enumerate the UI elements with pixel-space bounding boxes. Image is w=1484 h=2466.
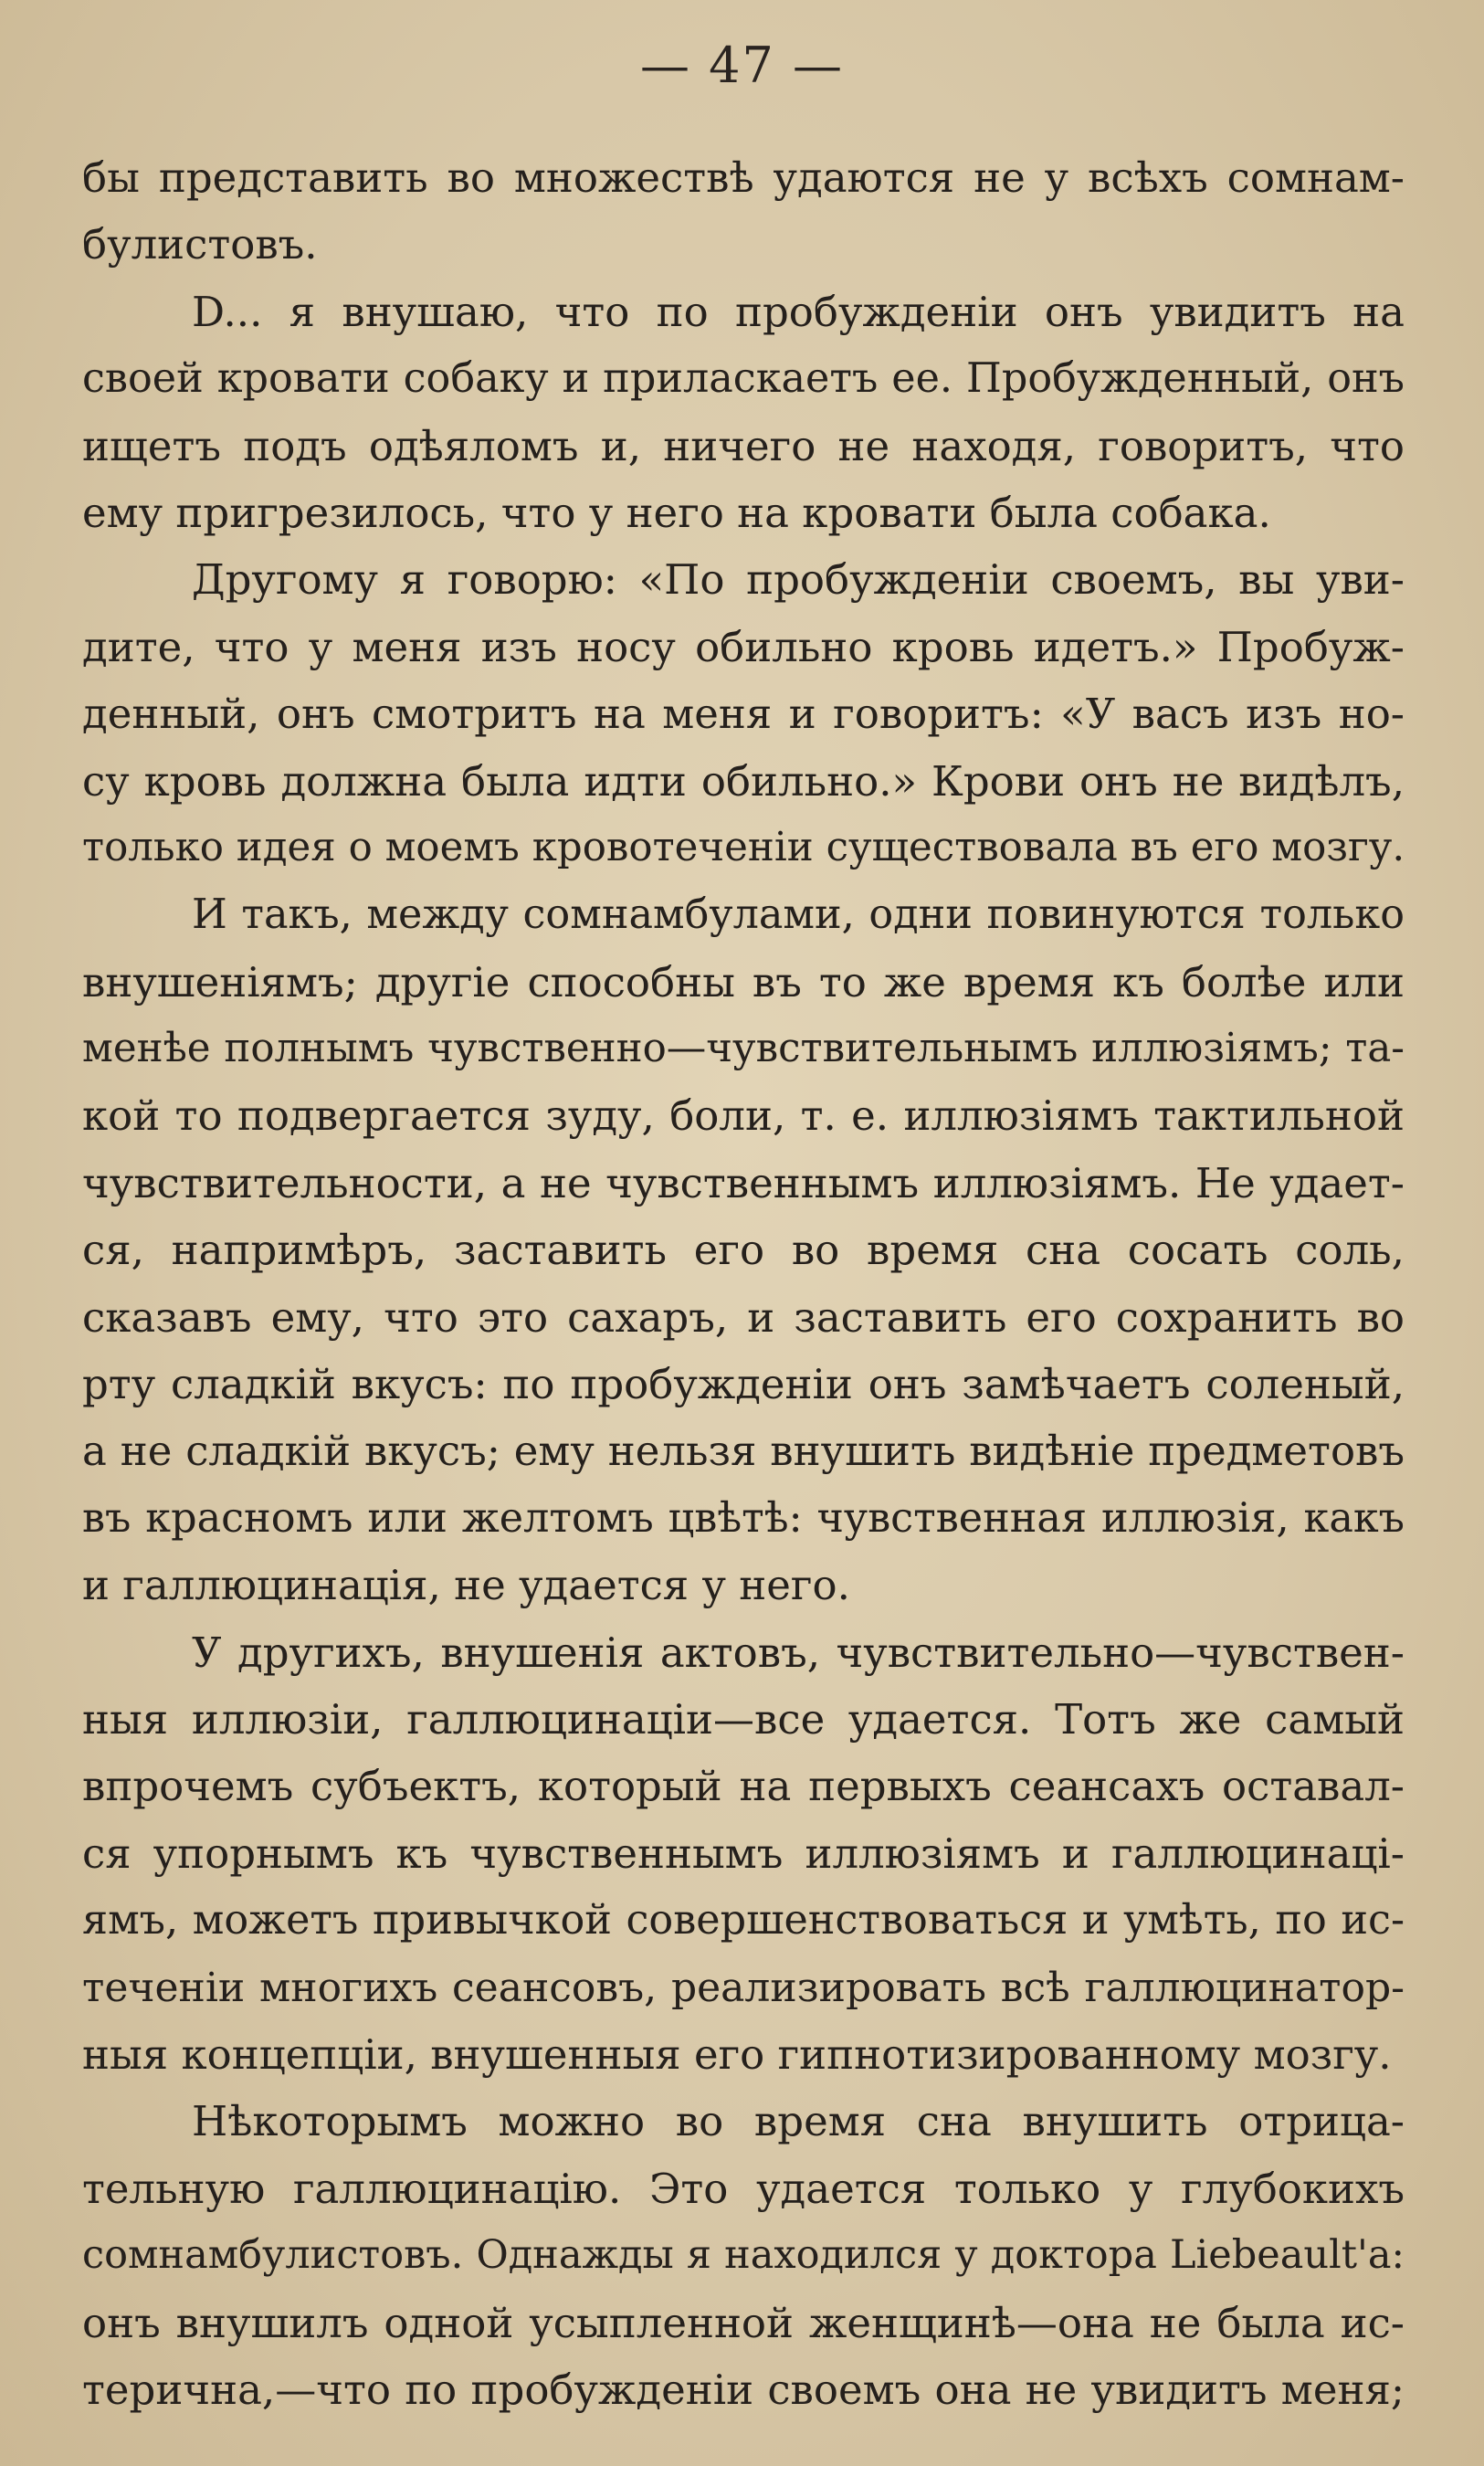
text-line: Другому я говорю: «По пробужденіи своемъ, вы уви- — [192, 555, 1405, 605]
text-line: булистовъ. — [82, 220, 318, 269]
text-line: ныя иллюзіи, галлюцинаціи—все удается. Тотъ же самый — [82, 1694, 1405, 1744]
text-line: только идея о моемъ кровотеченіи существовала въ его мозгу. — [82, 824, 1405, 870]
text-line: и галлюцинація, не удается у него. — [82, 1561, 850, 1610]
text-line: су кровь должна была идти обильно.» Крови онъ не видѣлъ, — [82, 756, 1405, 806]
text-line: Нѣкоторымъ можно во время сна внушить отрица- — [192, 2097, 1405, 2146]
text-line: менѣе полнымъ чувственно—чувствительнымъ иллюзіямъ; та- — [82, 1026, 1405, 1072]
text-line: дите, что у меня изъ носу обильно кровь идетъ.» Пробуж- — [82, 622, 1405, 671]
text-line: терична,—что по пробужденіи своемъ она не увидитъ меня; — [82, 2365, 1405, 2414]
text-line: внушеніямъ; другіе способны въ то же время къ болѣе или — [82, 957, 1405, 1006]
text-line: впрочемъ субъектъ, который на первыхъ сеансахъ оставал- — [82, 1762, 1405, 1811]
text-line: У другихъ, внушенія актовъ, чувствительно—чувствен- — [192, 1628, 1405, 1677]
text-line: D... я внушаю, что по пробужденіи онъ увидитъ на — [192, 287, 1405, 336]
text-line: рту сладкій вкусъ: по пробужденіи онъ замѣчаетъ соленый, — [82, 1360, 1405, 1409]
text-line: теченіи многихъ сеансовъ, реализировать всѣ галлюцинатор- — [82, 1964, 1405, 2011]
text-line: въ красномъ или желтомъ цвѣтѣ: чувственная иллюзія, какъ — [82, 1494, 1405, 1542]
text-line: кой то подвергается зуду, боли, т. е. иллюзіямъ тактильной — [82, 1091, 1405, 1141]
text-line: ся, напримѣръ, заставить его во время сна сосать соль, — [82, 1226, 1405, 1275]
body-text — [82, 144, 1405, 2423]
text-line: сказавъ ему, что это сахаръ, и заставить его сохранить во — [82, 1292, 1405, 1342]
text-line: ся упорнымъ къ чувственнымъ иллюзіямъ и галлюцинаці- — [82, 1828, 1405, 1878]
text-line: онъ внушилъ одной усыпленной женщинѣ—она не была ис- — [82, 2298, 1405, 2347]
text-line: а не сладкій вкусъ; ему нельзя внушить видѣніе предметовъ — [82, 1427, 1405, 1476]
text-line: ныя концепціи, внушенныя его гипнотизированному мозгу. — [82, 2029, 1392, 2079]
text-line: своей кровати собаку и приласкаетъ ее. Пробужденный, онъ — [82, 355, 1405, 403]
page-number: — 47 — — [639, 37, 845, 94]
text-line: сомнамбулистовъ. Однажды я находился у доктора Liebeault'a: — [82, 2232, 1405, 2279]
text-line: ищетъ подъ одѣяломъ и, ничего не находя, говоритъ, что — [82, 421, 1405, 470]
text-line: ему пригрезилось, что у него на кровати была собака. — [82, 488, 1271, 537]
text-line: ямъ, можетъ привычкой совершенствоваться и умѣть, по ис- — [82, 1897, 1405, 1944]
text-line: чувствительности, а не чувственнымъ иллюзіямъ. Не удает- — [82, 1158, 1405, 1207]
text-line: денный, онъ смотритъ на меня и говоритъ: «У васъ изъ но- — [82, 690, 1405, 739]
text-line: И такъ, между сомнамбулами, одни повинуются только — [192, 891, 1405, 939]
text-line: бы представить во множествѣ удаются не у всѣхъ сомнам- — [82, 153, 1405, 202]
text-line: тельную галлюцинацію. Это удается только у глубокихъ — [82, 2164, 1405, 2213]
